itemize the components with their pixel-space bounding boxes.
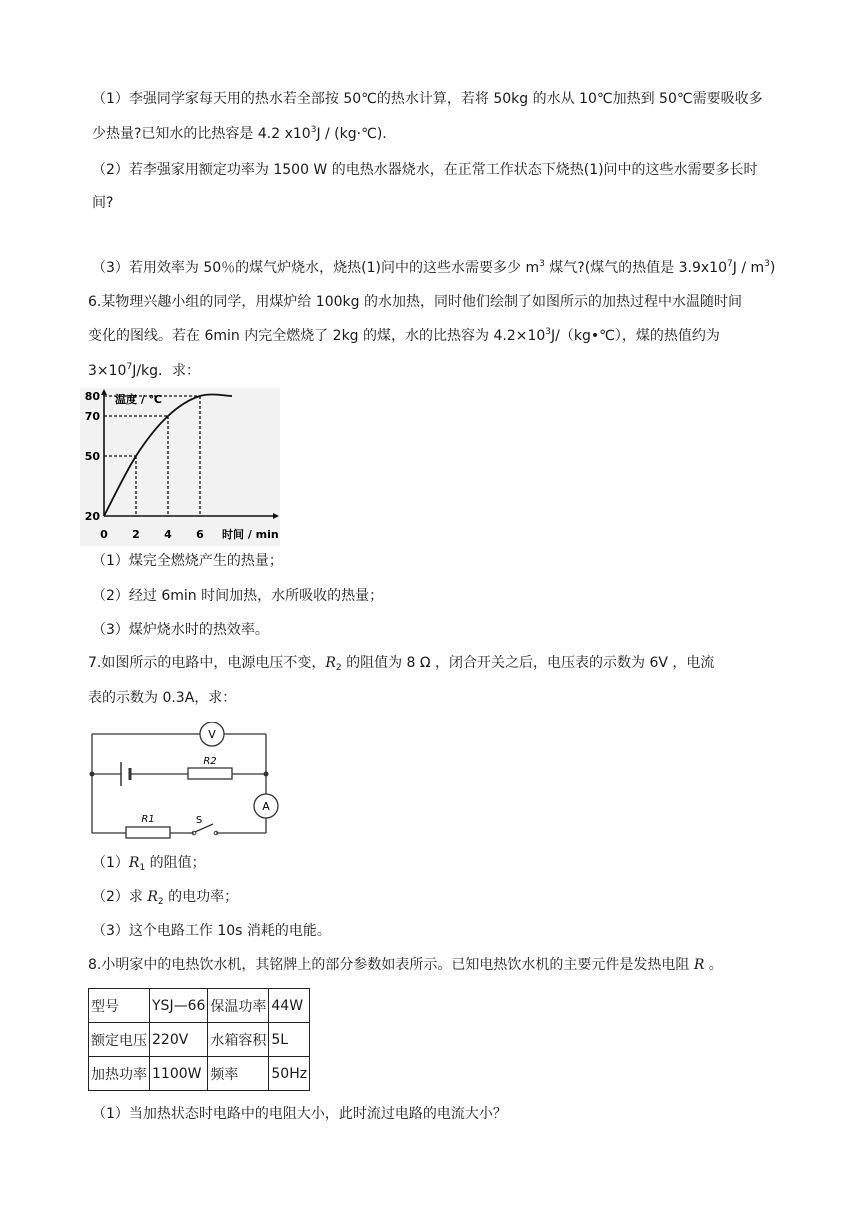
q7-sub2: （2）求 $R_2$ 的电功率； [92,889,239,907]
q7-line2: 表的示数为 0.3A，求： [88,690,237,706]
resistor-r1-label: R1 [141,814,155,825]
battery-icon [121,762,130,786]
x-tick-label: 4 [164,528,172,541]
junction-left [90,772,95,777]
q6-line2: 变化的图线。若在 6min 内完全燃烧了 2kg 的煤，水的比热容为 $4.2\times 10^3J/(kg•℃)$，煤的热值约为 [88,327,720,344]
ammeter-label: A [262,800,270,813]
q5-part3: （3）若用效率为 50％的煤气炉烧水，烧热(1)问中的这些水需要多少 $m^3$ 煤气?(煤气的热值是 $3.9x10^7J / m^3$) [92,259,776,276]
q7-sub1: $(1)R_1$ 的阻值； [92,855,206,873]
table-cell: 保温功率 [208,989,269,1023]
table-row [89,1057,310,1091]
q6-line1: 6.某物理兴趣小组的同学，用煤炉给 100kg 的水加热，同时他们绘制了如图所示的加热过程中水温随时间 [88,294,742,310]
q6-sub3: （3）煤炉烧水时的热效率。 [92,622,269,638]
resistor-r2-label: R2 [203,756,217,767]
y-tick-label: 50 [84,450,100,463]
q6-sub2: （2）经过 6min 时间加热，水所吸收的热量； [92,588,384,604]
x-tick-label: 0 [100,528,108,541]
q5-part2-line2: 间? [92,195,114,211]
resistor-r1 [126,827,170,838]
q7-sub3: （3）这个电路工作 10s 消耗的电能。 [92,923,331,939]
x-tick-label: 2 [132,528,140,541]
switch-label: S [195,815,203,826]
chart-y-axis-label: 温度 / ℃ [115,393,162,406]
q8-sub1: （1）当加热状态时电路中的电阻大小，此时流过电路的电流大小？ [92,1106,507,1122]
table-cell: 额定电压 [89,1023,150,1057]
q7-line1: 7.如图所示的电路中，电源电压不变，$R_2$ 的阻值为 8 Ω ，闭合开关之后，电压表的示数为 6V ，电流 [88,655,715,673]
y-tick-label: 70 [84,410,100,423]
circuit-diagram [80,722,280,842]
spec-table [88,988,310,1091]
junction-right [264,772,269,777]
q5-part1-line1: （1）李强同学家每天用的热水若全部按 50℃的热水计算，若将 50kg 的水从 10℃加热到 50℃需要吸收多 [92,91,763,107]
chart-x-axis-label: 时间 / min [222,528,279,541]
table-row [89,1023,310,1057]
q8-line1: 8.小明家中的电热饮水机，其铭牌上的部分参数如表所示。已知电热饮水机的主要元件是发热电阻 R 。 [88,957,723,973]
table-row [89,989,310,1023]
table-cell: 型号 [89,989,150,1023]
q5-part2-line1: （2）若李强家用额定功率为 1500 W 的电热水器烧水，在正常工作状态下烧热(1)问中的这些水需要多长时 [92,162,758,178]
table-cell: 220V [150,1023,208,1057]
table-cell: 1100W [150,1057,208,1091]
resistor-r2 [188,768,232,779]
q5-part1-line2: 少热量?已知水的比热容是 4.2 $x10^3J$ / (kg·℃). [92,125,387,142]
q6-sub1: （1）煤完全燃烧产生的热量； [92,553,283,569]
voltmeter-label: V [208,728,216,741]
table-cell: YSJ—66 [150,989,208,1023]
y-tick-label: 20 [84,510,100,523]
y-tick-label: 80 [84,390,100,403]
table-cell: 加热功率 [89,1057,150,1091]
table-cell: 44W [269,989,310,1023]
temperature-time-chart [80,388,280,546]
chart-background [80,388,280,546]
x-tick-label: 6 [196,528,204,541]
table-cell: 频率 [208,1057,269,1091]
table-cell: 水箱容积 [208,1023,269,1057]
table-cell: 5L [269,1023,310,1057]
q6-line3: $3\times 10^7J/kg$．求： [88,362,201,379]
table-cell: 50Hz [269,1057,310,1091]
